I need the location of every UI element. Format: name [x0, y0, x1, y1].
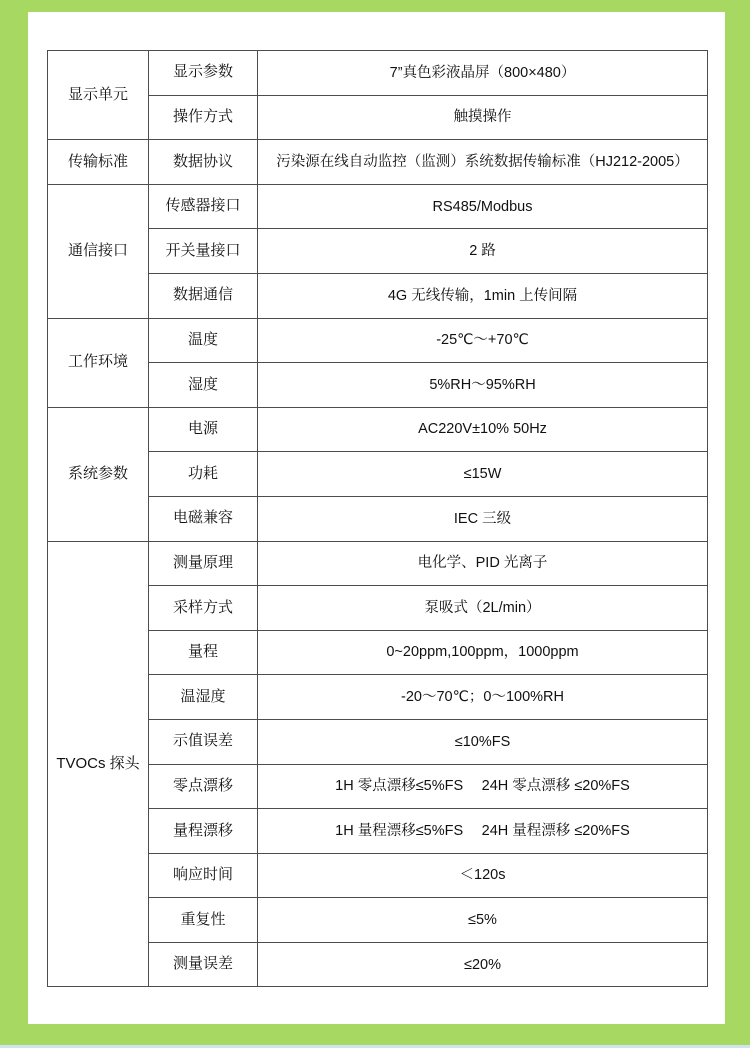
value-cell: 0~20ppm,100ppm，1000ppm [258, 630, 708, 675]
parameter-cell: 电源 [149, 407, 258, 452]
parameter-cell: 显示参数 [149, 51, 258, 96]
specification-table [47, 50, 708, 987]
value-cell: 5%RH～95%RH [258, 363, 708, 408]
spec-sheet-card [28, 12, 725, 1024]
parameter-cell: 量程漂移 [149, 809, 258, 854]
value-cell: 1H 量程漂移≤5%FS 24H 量程漂移 ≤20%FS [258, 809, 708, 854]
value-cell: 触摸操作 [258, 95, 708, 140]
value-cell: RS485/Modbus [258, 184, 708, 229]
table-row [48, 541, 708, 586]
value-cell: 1H 零点漂移≤5%FS 24H 零点漂移 ≤20%FS [258, 764, 708, 809]
parameter-cell: 数据协议 [149, 140, 258, 185]
value-cell: -20～70℃；0～100%RH [258, 675, 708, 720]
parameter-cell: 数据通信 [149, 273, 258, 318]
parameter-cell: 湿度 [149, 363, 258, 408]
parameter-cell: 温度 [149, 318, 258, 363]
value-cell: 泵吸式（2L/min） [258, 586, 708, 631]
table-row [48, 318, 708, 363]
category-cell: 工作环境 [48, 318, 149, 407]
value-cell: 2 路 [258, 229, 708, 274]
parameter-cell: 开关量接口 [149, 229, 258, 274]
parameter-cell: 重复性 [149, 898, 258, 943]
value-cell: ≤5% [258, 898, 708, 943]
table-row [48, 184, 708, 229]
parameter-cell: 电磁兼容 [149, 496, 258, 541]
table-row [48, 140, 708, 185]
value-cell: -25℃～+70℃ [258, 318, 708, 363]
parameter-cell: 量程 [149, 630, 258, 675]
value-cell: 7”真色彩液晶屏（800×480） [258, 51, 708, 96]
parameter-cell: 温湿度 [149, 675, 258, 720]
parameter-cell: 功耗 [149, 452, 258, 497]
value-cell: ≤10%FS [258, 719, 708, 764]
parameter-cell: 操作方式 [149, 95, 258, 140]
value-cell: ＜120s [258, 853, 708, 898]
parameter-cell: 传感器接口 [149, 184, 258, 229]
table-row [48, 407, 708, 452]
category-cell: 显示单元 [48, 51, 149, 140]
value-cell: ≤15W [258, 452, 708, 497]
category-cell: 通信接口 [48, 184, 149, 318]
parameter-cell: 测量原理 [149, 541, 258, 586]
specification-table-body [48, 51, 708, 987]
value-cell: 电化学、PID 光离子 [258, 541, 708, 586]
parameter-cell: 测量误差 [149, 942, 258, 987]
parameter-cell: 零点漂移 [149, 764, 258, 809]
category-cell: 传输标准 [48, 140, 149, 185]
value-cell: AC220V±10% 50Hz [258, 407, 708, 452]
value-cell: 4G 无线传输，1min 上传间隔 [258, 273, 708, 318]
value-cell: ≤20% [258, 942, 708, 987]
table-row [48, 51, 708, 96]
parameter-cell: 示值误差 [149, 719, 258, 764]
parameter-cell: 采样方式 [149, 586, 258, 631]
value-cell: IEC 三级 [258, 496, 708, 541]
value-cell: 污染源在线自动监控（监测）系统数据传输标准（HJ212-2005） [258, 140, 708, 185]
category-cell: TVOCs 探头 [48, 541, 149, 987]
category-cell: 系统参数 [48, 407, 149, 541]
parameter-cell: 响应时间 [149, 853, 258, 898]
